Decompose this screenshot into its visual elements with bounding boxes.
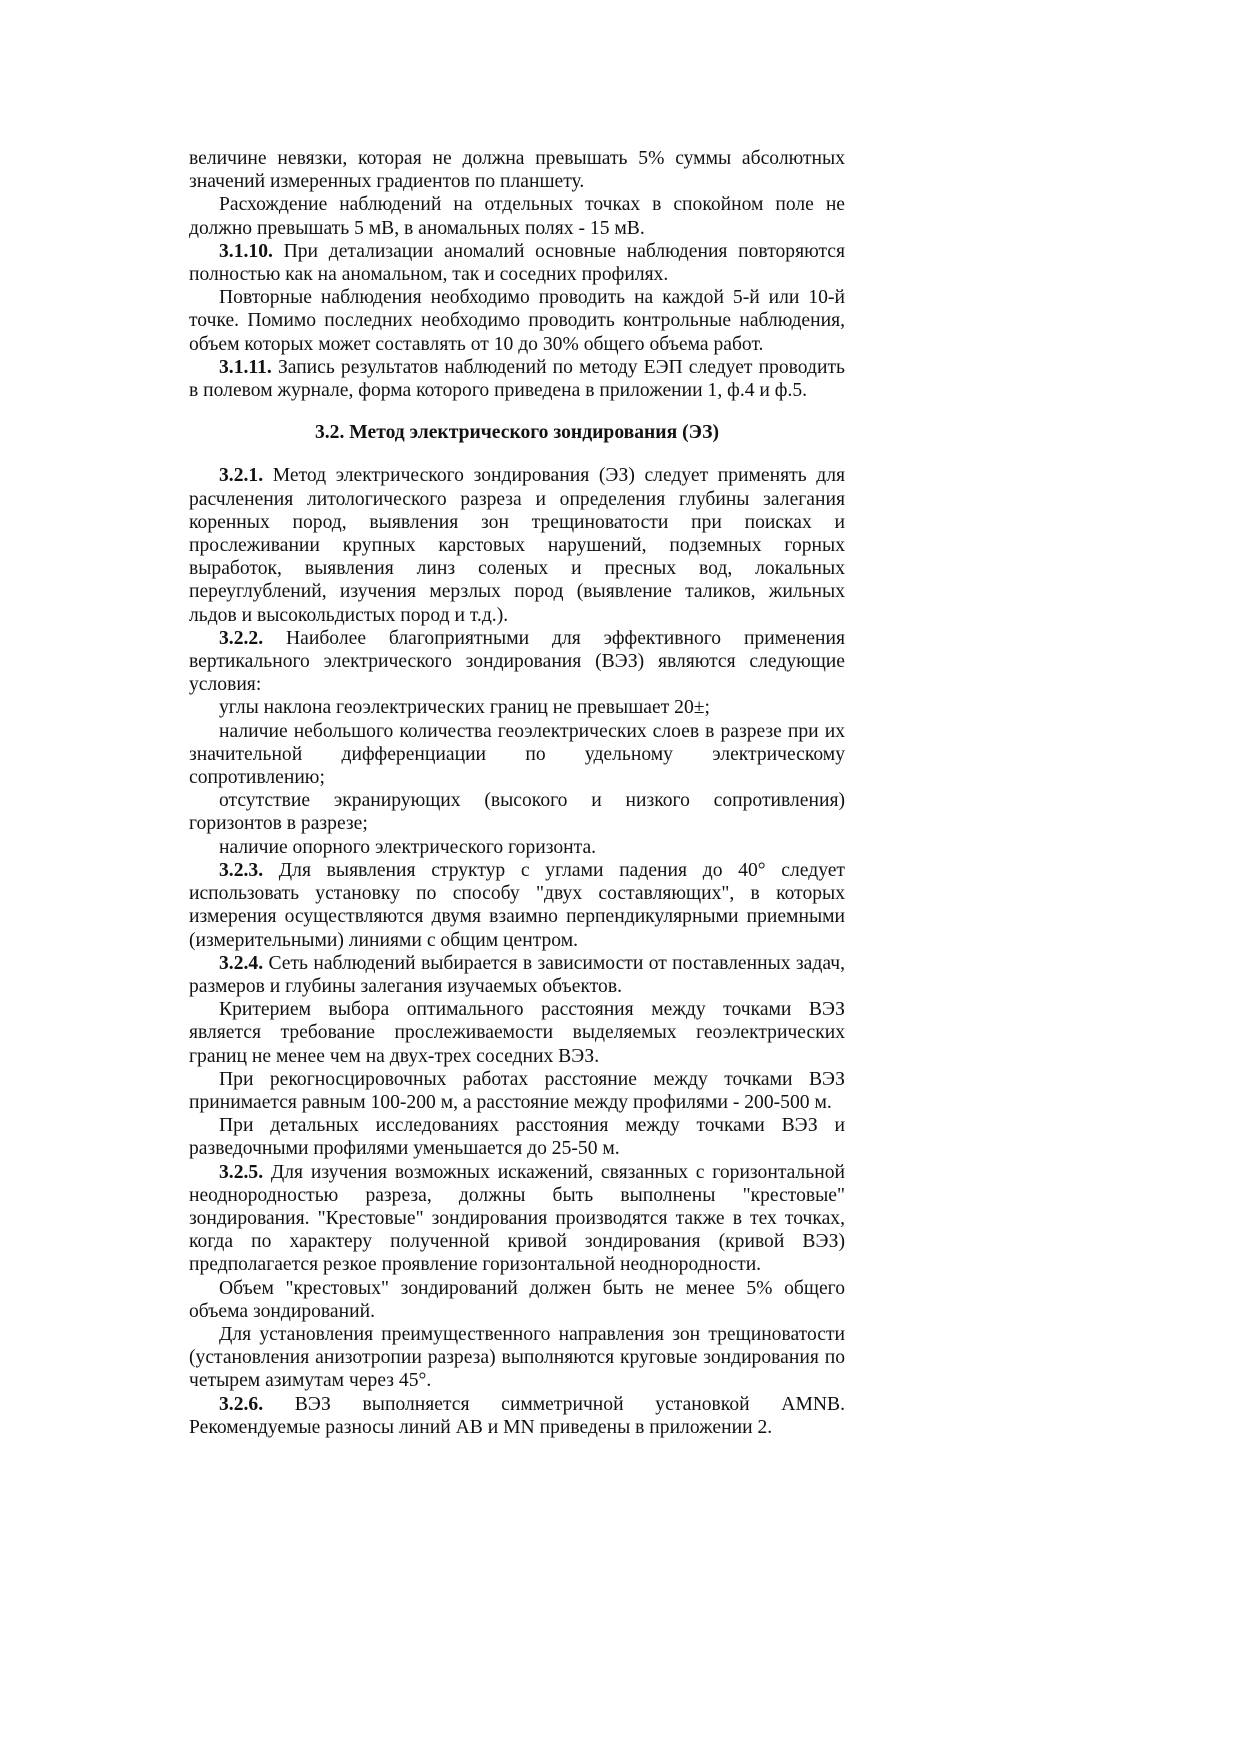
- paragraph-text: ВЭЗ выполняется симметричной установкой AMNB. Рекомендуемые разносы линий АВ и MN приведены в приложении 2.: [189, 1393, 845, 1438]
- paragraph: [189, 464, 845, 626]
- paragraph: [189, 1277, 845, 1323]
- paragraph: [189, 147, 845, 193]
- clause-number: 3.2.2.: [219, 627, 264, 649]
- paragraph-text: отсутствие экранирующих (высокого и низкого сопротивления) горизонтов в разрезе;: [189, 790, 845, 835]
- paragraph: [189, 240, 845, 286]
- list-item: [189, 836, 845, 859]
- paragraph: [189, 1068, 845, 1114]
- list-item: [189, 789, 845, 835]
- paragraph: [189, 1114, 845, 1160]
- clause-number: 3.2.3.: [219, 859, 264, 881]
- paragraph-text: наличие опорного электрического горизонта.: [219, 836, 597, 858]
- clause-number: 3.2.4.: [219, 952, 264, 974]
- paragraph: [189, 193, 845, 239]
- paragraph-text: Метод электрического зондирования (ЭЗ) следует применять для расчленения литологического разреза и определения глубины залегания коренных пород, выявления зон трещиноватости при поисках и прослеживании крупных карстовых нарушений, подземных горных выработок, выявления линз соленых и пресных вод, локальных переуглублений, изучения мерзлых пород (выявление таликов, жильных льдов и высокольдистых пород и т.д.).: [189, 465, 845, 626]
- paragraph-text: Для установления преимущественного направления зон трещиноватости (установления анизотропии разреза) выполняются круговые зондирования по четырем азимутам через 45°.: [189, 1323, 845, 1392]
- paragraph-text: Критерием выбора оптимального расстояния между точками ВЭЗ является требование прослеживаемости выделяемых геоэлектрических границ не менее чем на двух-трех соседних ВЭЗ.: [189, 999, 845, 1067]
- paragraph-text: Запись результатов наблюдений по методу ЕЭП следует проводить в полевом журнале, форма которого приведена в приложении 1, ф.4 и ф.5.: [189, 356, 845, 402]
- paragraph: [189, 859, 845, 952]
- paragraph: [189, 998, 845, 1068]
- paragraph: [189, 286, 845, 356]
- paragraph: [189, 1323, 845, 1393]
- clause-number: 3.2.1.: [219, 465, 264, 487]
- list-item: [189, 720, 845, 790]
- paragraph-text: Наиболее благоприятными для эффективного применения вертикального электрического зондирования (ВЭЗ) являются следующие условия:: [189, 627, 846, 696]
- paragraph-text: Расхождение наблюдений на отдельных точках в спокойном поле не должно превышать 5 мВ, в аномальных полях - 15 мВ.: [189, 194, 845, 239]
- section-heading: 3.2. Метод электрического зондирования (ЭЗ): [314, 422, 719, 444]
- paragraph-text: Для выявления структур с углами падения до 40° следует использовать установку по способу "двух составляющих", в которых измерения осуществляются двумя взаимно перпендикулярными приемными (измерительными) линиями с общим центром.: [189, 859, 845, 951]
- paragraph: [189, 627, 845, 697]
- paragraph-text: Повторные наблюдения необходимо проводить на каждой 5-й или 10-й точке. Помимо последних необходимо проводить контрольные наблюдения, объем которых может составлять от 10 до 30% общего объема работ.: [189, 287, 845, 355]
- paragraph-text: При рекогносцировочных работах расстояние между точками ВЭЗ принимается равным 100-200 м, а расстояние между профилями - 200-500 м.: [189, 1068, 845, 1113]
- clause-number: 3.2.6.: [219, 1393, 264, 1415]
- paragraph: [189, 952, 845, 998]
- clause-number: 3.2.5.: [219, 1161, 264, 1183]
- paragraph-text: Объем "крестовых" зондирований должен быть не менее 5% общего объема зондирований.: [189, 1277, 845, 1322]
- clause-number: 3.1.10.: [219, 240, 273, 262]
- paragraph-text: наличие небольшого количества геоэлектрических слоев в разрезе при их значительной дифференциации по удельному электрическому сопротивлению;: [189, 720, 845, 789]
- paragraph-text: При детализации аномалий основные наблюдения повторяются полностью как на аномальном, так и соседних профилях.: [189, 240, 845, 286]
- paragraph: [189, 356, 845, 402]
- paragraph-text: Для изучения возможных искажений, связанных с горизонтальной неоднородностью разреза, должны быть выполнены "крестовые" зондирования. "Крестовые" зондирования производятся также в тех точках, когда по характеру полученной кривой зондирования (кривой ВЭЗ) предполагается резкое проявление горизонтальной неоднородности.: [189, 1161, 845, 1276]
- paragraph: [189, 1393, 845, 1439]
- paragraph-text: углы наклона геоэлектрических границ не превышает 20±;: [219, 697, 710, 719]
- list-item: [189, 696, 845, 719]
- paragraph-text: Сеть наблюдений выбирается в зависимости от поставленных задач, размеров и глубины залегания изучаемых объектов.: [189, 952, 845, 997]
- paragraph-text: величине невязки, которая не должна превышать 5% суммы абсолютных значений измеренных градиентов по планшету.: [189, 148, 845, 193]
- document-page: [189, 147, 845, 1439]
- clause-number: 3.1.11.: [219, 356, 272, 378]
- paragraph-text: При детальных исследованиях расстояния между точками ВЭЗ и разведочными профилями уменьшается до 25-50 м.: [189, 1115, 845, 1160]
- paragraph: [189, 1161, 845, 1277]
